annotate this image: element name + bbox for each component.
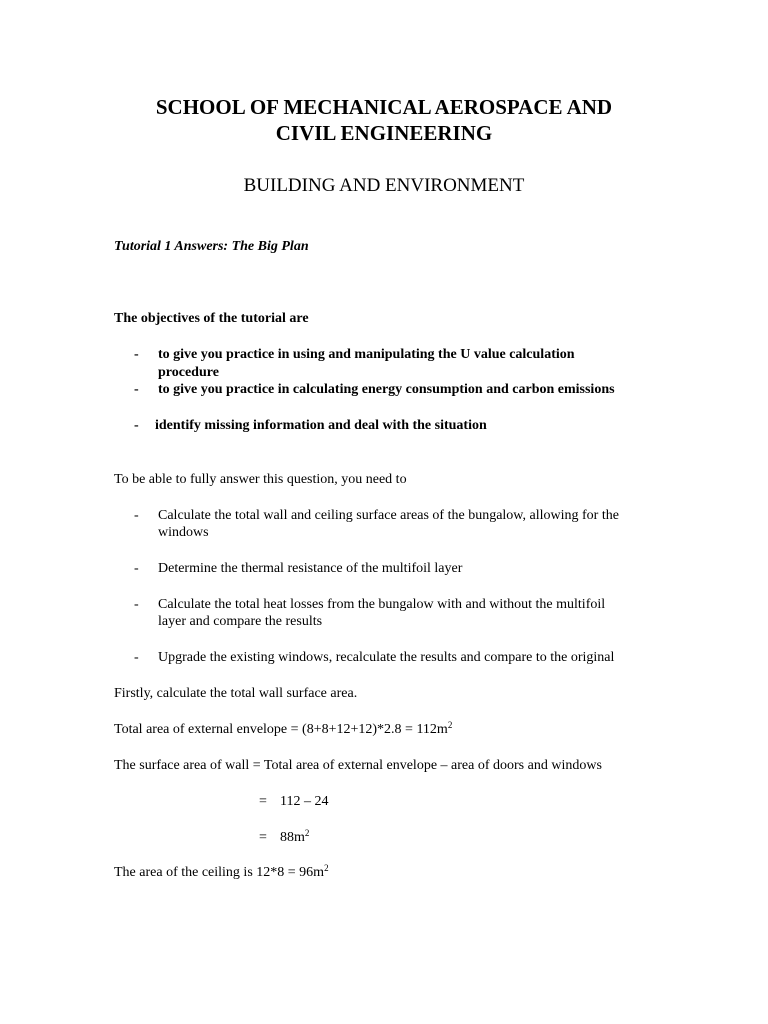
objective-item-1-line-1: to give you practice in using and manipulating the U value calculation [158,347,575,362]
requirement-item-4: Upgrade the existing windows, recalculate the results and compare to the original [158,650,615,665]
requirement-item-3-line-2: layer and compare the results [158,614,323,629]
squared-superscript: 2 [447,720,453,730]
squared-superscript: 2 [324,863,329,873]
list-dash: - [134,650,139,665]
objective-item-1-line-2: procedure [158,365,219,380]
wall-area-result-text: 88m [280,830,305,845]
calc-intro: Firstly, calculate the total wall surface area. [114,686,358,701]
tutorial-heading: Tutorial 1 Answers: The Big Plan [114,239,309,254]
ceiling-area-text: The area of the ceiling is 12*8 = 96m [114,865,325,880]
requirement-item-2: Determine the thermal resistance of the multifoil layer [158,561,463,576]
equals-sign: = [259,794,267,809]
requirement-item-1-line-1: Calculate the total wall and ceiling surface areas of the bungalow, allowing for the [158,508,619,523]
wall-area-result [280,829,309,847]
list-dash: - [134,597,139,612]
objective-item-2: to give you practice in calculating energy consumption and carbon emissions [158,382,615,397]
requirements-intro: To be able to fully answer this question, you need to [114,472,407,487]
requirement-item-1-line-2: windows [158,525,209,540]
list-dash: - [134,418,139,433]
requirement-item-3-line-1: Calculate the total heat losses from the bungalow with and without the multifoil [158,597,606,612]
wall-area-step-1: 112 – 24 [280,794,329,809]
ceiling-area-equation [114,864,329,882]
document-title-line-1: SCHOOL OF MECHANICAL AEROSPACE AND [155,95,613,119]
list-dash: - [134,347,139,362]
squared-superscript: 2 [304,828,310,838]
document-title-line-2: CIVIL ENGINEERING [275,121,493,145]
envelope-area-equation [114,721,452,739]
wall-area-equation: The surface area of wall = Total area of external envelope – area of doors and windows [114,758,602,773]
document-subtitle: BUILDING AND ENVIRONMENT [243,175,525,196]
equals-sign: = [259,830,267,845]
list-dash: - [134,382,139,397]
objective-item-3: identify missing information and deal with the situation [155,418,487,433]
envelope-area-text: Total area of external envelope = (8+8+12+12)*2.8 = 112m [114,722,448,737]
list-dash: - [134,561,139,576]
objectives-intro: The objectives of the tutorial are [114,311,309,326]
list-dash: - [134,508,139,523]
